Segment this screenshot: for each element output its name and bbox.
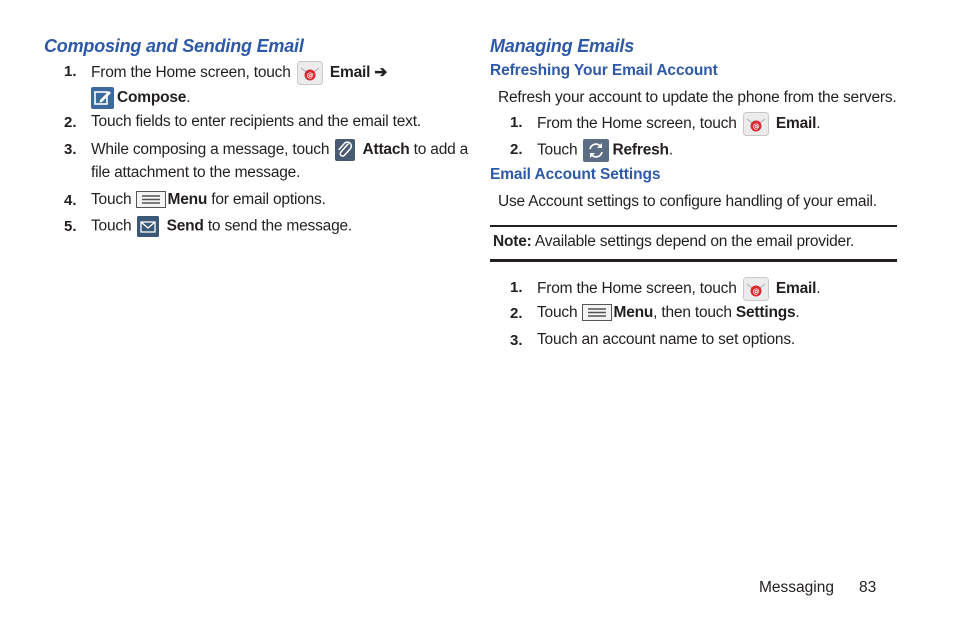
email-app-icon [743, 277, 769, 301]
step-bold-label: Menu [613, 304, 654, 321]
step-number: 2. [510, 141, 523, 158]
note-rule-top [490, 225, 897, 227]
step-number: 1. [64, 63, 77, 80]
step-text-continuation: file attachment to the message. [91, 164, 301, 181]
step-text-post: for email options. [211, 191, 326, 208]
step-text: Touch an account name to set options. [537, 331, 795, 348]
compose-icon [91, 87, 114, 109]
step-text [91, 139, 468, 161]
step-text-pre: Touch [537, 304, 578, 321]
svg-text:@: @ [752, 122, 760, 131]
step-number: 4. [64, 192, 77, 209]
step-bold-label: Attach [362, 141, 410, 159]
refresh-icon [583, 139, 609, 162]
step-text-continuation [91, 87, 190, 109]
step-bold-label: Menu [167, 191, 208, 208]
step-text-pre: While composing a message, touch [91, 141, 330, 159]
step-text-pre: From the Home screen, touch [91, 64, 291, 82]
page-number: 83 [859, 579, 877, 596]
step-text-post: . [816, 115, 821, 133]
step-bold-label: Compose [117, 89, 187, 107]
step-text-post: . [795, 304, 800, 321]
paragraph: Use Account settings to configure handling of your email. [498, 193, 877, 210]
step-text-pre: Touch [91, 191, 132, 208]
section-heading-managing: Managing Emails [490, 36, 635, 56]
step-number: 2. [510, 305, 523, 322]
section-heading-composing: Composing and Sending Email [44, 36, 304, 56]
step-bold-label: Email [775, 115, 817, 133]
step-bold-label: Email [329, 64, 371, 82]
subheading-refreshing: Refreshing Your Email Account [490, 62, 718, 79]
step-text [91, 61, 387, 85]
step-text-post: . [816, 280, 821, 298]
step-number: 3. [510, 332, 523, 349]
step-text [537, 112, 820, 136]
step-text-pre: Touch [537, 141, 578, 159]
svg-text:@: @ [752, 287, 760, 296]
menu-key-icon [582, 304, 612, 321]
subheading-settings: Email Account Settings [490, 166, 661, 183]
step-text-pre: Touch [91, 217, 132, 235]
step-text-post: to send the message. [207, 217, 353, 235]
step-text-post: to add a [413, 141, 469, 159]
step-number: 1. [510, 279, 523, 296]
step-text-mid: , then touch [653, 304, 732, 321]
step-text-post: . [186, 89, 191, 107]
step-text: Touch fields to enter recipients and the email text. [91, 113, 421, 130]
step-text [537, 303, 800, 323]
arrow-glyph: ➔ [374, 64, 388, 82]
step-number: 5. [64, 218, 77, 235]
send-envelope-icon [137, 216, 159, 237]
step-number: 2. [64, 114, 77, 131]
paragraph: Refresh your account to update the phone from the servers. [498, 89, 897, 106]
step-text [91, 216, 352, 237]
step-bold-label: Settings [735, 304, 796, 321]
step-text-pre: From the Home screen, touch [537, 115, 737, 133]
menu-key-icon [136, 191, 166, 208]
step-text [537, 139, 673, 162]
note-rule-bottom [490, 259, 897, 262]
note-text: Available settings depend on the email provider. [534, 233, 855, 250]
svg-text:@: @ [306, 71, 314, 80]
step-bold-label: Refresh [612, 141, 669, 159]
footer-section-name: Messaging [759, 579, 834, 596]
note-label: Note: [493, 233, 532, 250]
step-bold-label: Send [166, 217, 204, 235]
email-app-icon [743, 112, 769, 136]
step-text-pre: From the Home screen, touch [537, 280, 737, 298]
step-text [537, 277, 820, 301]
step-number: 3. [64, 141, 77, 158]
email-app-icon [297, 61, 323, 85]
step-text [91, 190, 326, 210]
step-number: 1. [510, 114, 523, 131]
paperclip-attach-icon [335, 139, 355, 161]
step-text-post: . [668, 141, 673, 159]
step-bold-label: Email [775, 280, 817, 298]
note [493, 232, 854, 252]
